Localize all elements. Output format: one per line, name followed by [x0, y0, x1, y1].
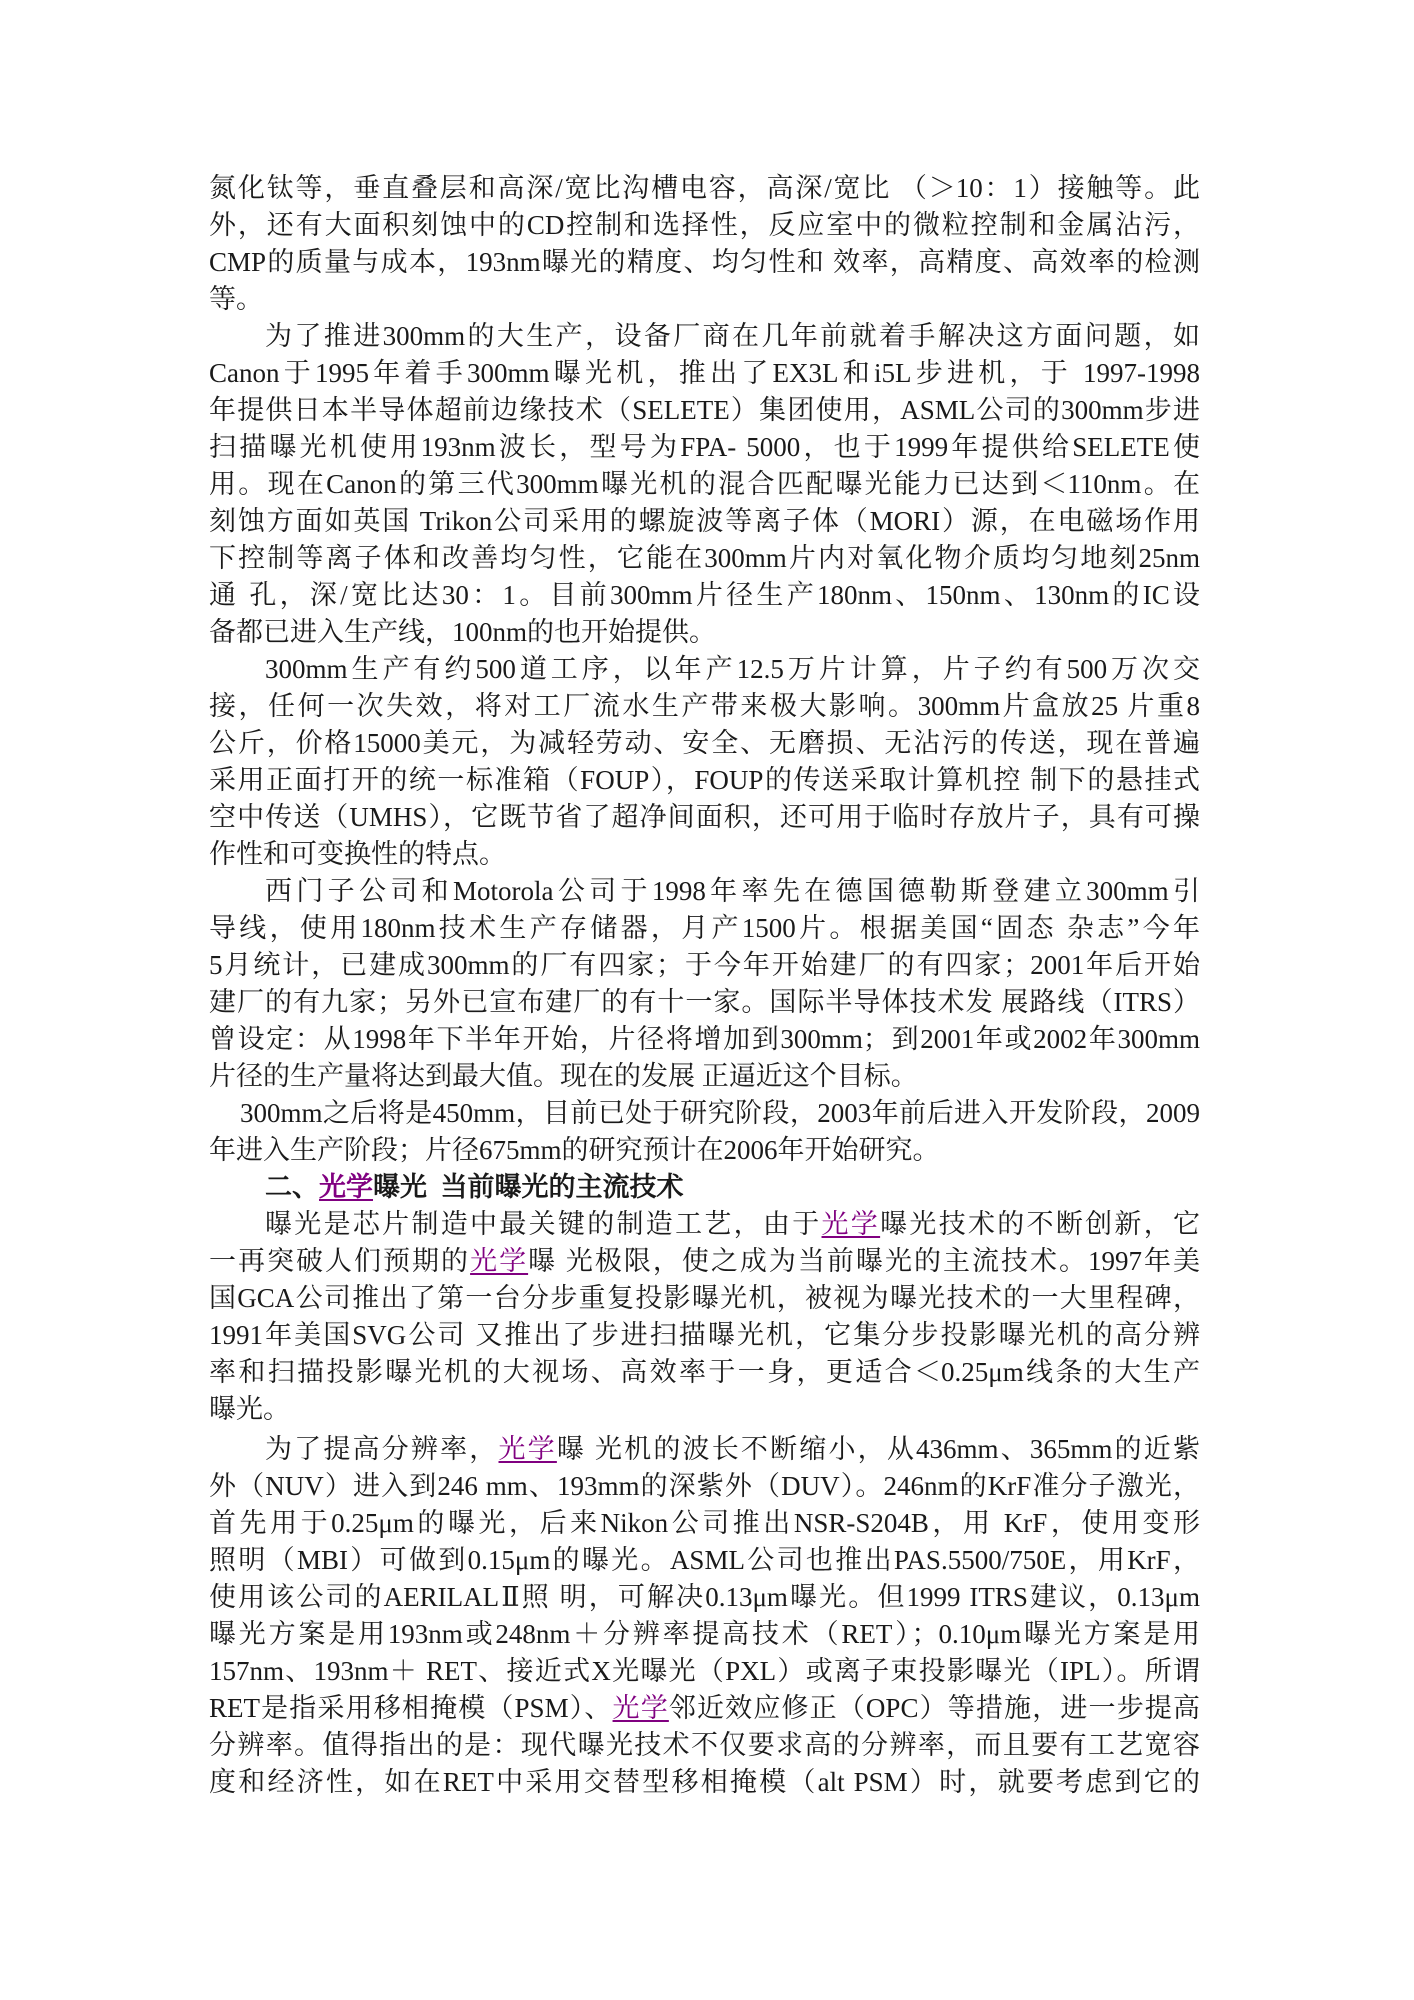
- text-line: 5月统计，已建成300mm的厂有四家；于今年开始建厂的有四家；2001年后开始: [209, 950, 1200, 980]
- text-line: CMP的质量与成本，193nm曝光的精度、均匀性和 效率，高精度、高效率的检测: [209, 247, 1200, 277]
- text-line: 照明（MBI）可做到0.15μm的曝光。ASML公司也推出PAS.5500/750E，用KrF，: [209, 1545, 1200, 1575]
- text-line: 曝光方案是用193nm或248nm＋分辨率提高技术（RET）；0.10μm曝光方案是用: [209, 1619, 1200, 1649]
- text-line: [209, 1690, 1200, 1727]
- paragraph: [209, 873, 1200, 1095]
- text-segment: 邻近效应修正（OPC）等措施，进一步提高: [668, 1693, 1200, 1723]
- text-line: 片径的生产量将达到最大值。现在的发展 正逼近这个目标。: [209, 1061, 918, 1091]
- text-line: 300mm之后将是450mm，目前已处于研究阶段，2003年前后进入开发阶段，2009: [240, 1098, 1200, 1128]
- text-segment: 曝光技术的不断创新，它: [880, 1209, 1201, 1239]
- text-line: 曝光。: [209, 1394, 290, 1424]
- optics-link[interactable]: 光学: [498, 1434, 557, 1464]
- text-line: 外，还有大面积刻蚀中的CD控制和选择性，反应室中的微粒控制和金属沾污，: [209, 210, 1200, 240]
- document-body: [209, 170, 1200, 1801]
- section-one: [209, 170, 1200, 1169]
- text-line: 公斤，价格15000美元，为减轻劳动、安全、无磨损、无沾污的传送，现在普遍: [209, 728, 1200, 758]
- text-line: 国GCA公司推出了第一台分步重复投影曝光机，被视为曝光技术的一大里程碑，: [209, 1283, 1200, 1313]
- text-line: Canon于1995年着手300mm曝光机，推出了EX3L和i5L步进机，于 1997-1998: [209, 358, 1200, 388]
- text-line: 采用正面打开的统一标准箱（FOUP），FOUP的传送采取计算机控 制下的悬挂式: [209, 765, 1200, 795]
- text-line: 接，任何一次失效，将对工厂流水生产带来极大影响。300mm片盒放25 片重8: [209, 691, 1200, 721]
- text-line: 分辨率。值得指出的是：现代曝光技术不仅要求高的分辨率，而且要有工艺宽容: [209, 1730, 1200, 1760]
- text-line: [209, 1431, 1200, 1468]
- paragraph: [209, 1095, 1200, 1169]
- text-line: 通 孔，深/宽比达30：1。目前300mm片径生产180nm、150nm、130nm的IC设: [209, 580, 1200, 610]
- text-line: 下控制等离子体和改善均匀性，它能在300mm片内对氧化物介质均匀地刻25nm: [209, 543, 1200, 573]
- text-line: 曾设定：从1998年下半年开始，片径将增加到300mm；到2001年或2002年300mm: [209, 1024, 1200, 1054]
- paragraph: [209, 651, 1200, 873]
- text-line: 刻蚀方面如英国 Trikon公司采用的螺旋波等离子体（MORI）源，在电磁场作用: [209, 506, 1200, 536]
- text-line: 年进入生产阶段；片径675mm的研究预计在2006年开始研究。: [209, 1135, 940, 1165]
- text-line: 备都已进入生产线，100nm的也开始提供。: [209, 617, 717, 647]
- text-segment: 为了提高分辨率，: [265, 1434, 499, 1464]
- text-line: 扫描曝光机使用193nm波长，型号为FPA- 5000，也于1999年提供给SELETE使: [209, 432, 1200, 462]
- text-line: 氮化钛等，垂直叠层和高深/宽比沟槽电容，高深/宽比 （＞10：1）接触等。此: [209, 173, 1200, 203]
- optics-link[interactable]: 光学: [821, 1209, 881, 1239]
- text-line: 空中传送（UMHS），它既节省了超净间面积，还可用于临时存放片子，具有可操: [209, 802, 1200, 832]
- text-segment: 一再突破人们预期的: [209, 1246, 471, 1276]
- heading-title: 曝光 当前曝光的主流技术: [373, 1172, 684, 1202]
- text-line: [209, 1243, 1200, 1280]
- text-line: 300mm生产有约500道工序，以年产12.5万片计算，片子约有500万次交: [265, 654, 1200, 684]
- optics-link[interactable]: 光学: [612, 1693, 669, 1723]
- paragraph: [209, 318, 1200, 651]
- text-line: 使用该公司的AERILALⅡ照 明，可解决0.13μm曝光。但1999 ITRS建议，0.13μm: [209, 1582, 1200, 1612]
- text-line: 等。: [209, 284, 263, 314]
- text-line: 导线，使用180nm技术生产存储器，月产1500片。根据美国“固态 杂志”今年: [209, 913, 1200, 943]
- text-line: [209, 1206, 1200, 1243]
- text-line: 建厂的有九家；另外已宣布建厂的有十一家。国际半导体技术发 展路线（ITRS）: [209, 987, 1200, 1017]
- section-two: [209, 1206, 1200, 1801]
- text-line: 用。现在Canon的第三代300mm曝光机的混合匹配曝光能力已达到＜110nm。在: [209, 469, 1200, 499]
- text-segment: 曝 光机的波长不断缩小，从436mm、365mm的近紫: [556, 1434, 1200, 1464]
- text-line: 157nm、193nm＋ RET、接近式X光曝光（PXL）或离子束投影曝光（IPL）。所谓: [209, 1656, 1200, 1686]
- optics-link[interactable]: 光学: [470, 1246, 529, 1276]
- text-line: 率和扫描投影曝光机的大视场、高效率于一身，更适合＜0.25μm线条的大生产: [209, 1357, 1200, 1387]
- text-segment: 曝 光极限，使之成为当前曝光的主流技术。1997年美: [528, 1246, 1201, 1276]
- text-line: 为了推进300mm的大生产，设备厂商在几年前就着手解决这方面问题，如: [265, 321, 1200, 351]
- paragraph: [209, 1206, 1200, 1428]
- text-line: 西门子公司和Motorola公司于1998年率先在德国德勒斯登建立300mm引: [265, 876, 1200, 906]
- text-line: 度和经济性，如在RET中采用交替型移相掩模（alt PSM）时，就要考虑到它的: [209, 1767, 1200, 1797]
- optics-link[interactable]: 光学: [319, 1172, 373, 1202]
- text-line: 年提供日本半导体超前边缘技术（SELETE）集团使用，ASML公司的300mm步进: [209, 395, 1200, 425]
- text-line: 外（NUV）进入到246 mm、193mm的深紫外（DUV）。246nm的KrF准分子激光，: [209, 1471, 1200, 1501]
- text-line: 首先用于0.25μm的曝光，后来Nikon公司推出NSR-S204B，用 KrF，使用变形: [209, 1508, 1200, 1538]
- text-segment: RET是指采用移相掩模（PSM）、: [209, 1693, 613, 1723]
- section-heading: [209, 1169, 1200, 1206]
- text-segment: 曝光是芯片制造中最关键的制造工艺，由于: [265, 1209, 822, 1239]
- paragraph: [209, 170, 1200, 318]
- text-line: 1991年美国SVG公司 又推出了步进扫描曝光机，它集分步投影曝光机的高分辨: [209, 1320, 1200, 1350]
- paragraph: [209, 1431, 1200, 1801]
- heading-number: 二、: [265, 1172, 319, 1202]
- text-line: 作性和可变换性的特点。: [209, 839, 506, 869]
